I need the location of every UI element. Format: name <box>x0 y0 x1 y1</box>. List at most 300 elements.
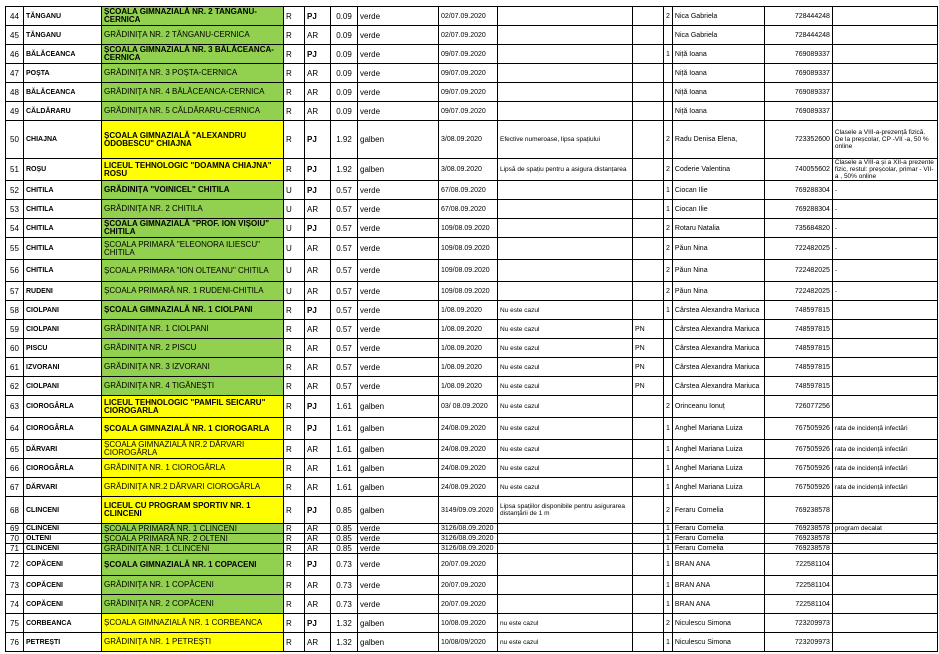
cell-type: PJ <box>305 497 331 524</box>
cell-date: 10/08.09.2020 <box>439 614 498 633</box>
cell-note <box>832 614 937 633</box>
cell-rate: 1.92 <box>331 159 358 181</box>
cell-count: 1 <box>664 524 673 534</box>
cell-pn <box>633 181 664 200</box>
cell-note <box>832 102 937 121</box>
cell-scenario: verde <box>358 524 439 534</box>
cell-date: 24/08.09.2020 <box>439 418 498 440</box>
cell-locality: COPĂCENI <box>24 576 102 595</box>
cell-school: LICEUL TEHNOLOGIC "DOAMNA CHIAJNA" ROSU <box>102 159 284 181</box>
cell-pn <box>633 238 664 260</box>
cell-pn: PN <box>633 339 664 358</box>
table-row <box>6 282 938 301</box>
cell-type: AR <box>305 339 331 358</box>
cell-school: ȘCOALA GIMNAZIALĂ "ALEXANDRU ODOBESCU" CHIAJNA <box>102 121 284 159</box>
cell-school: ȘCOALA PRIMARĂ NR. 1 CLINCENI <box>102 524 284 534</box>
cell-type: AR <box>305 26 331 45</box>
cell-nr: 73 <box>6 576 24 595</box>
table-row <box>6 614 938 633</box>
cell-area: U <box>284 260 305 282</box>
table-row <box>6 497 938 524</box>
cell-date: 09/07.09.2020 <box>439 83 498 102</box>
cell-nr: 63 <box>6 396 24 418</box>
cell-note <box>832 534 937 544</box>
table-row <box>6 200 938 219</box>
cell-phone: 722581104 <box>764 595 832 614</box>
cell-director: Niță Ioana <box>672 83 764 102</box>
cell-type: PJ <box>305 181 331 200</box>
cell-phone: 748597815 <box>764 358 832 377</box>
cell-pn: PN <box>633 358 664 377</box>
cell-scenario: galben <box>358 459 439 478</box>
cell-pn <box>633 478 664 497</box>
cell-type: PJ <box>305 219 331 238</box>
cell-type: AR <box>305 524 331 534</box>
table-row <box>6 159 938 181</box>
cell-pn <box>633 260 664 282</box>
cell-scenario: verde <box>358 219 439 238</box>
cell-type: AR <box>305 377 331 396</box>
cell-rate: 1.61 <box>331 396 358 418</box>
cell-observations <box>498 7 633 26</box>
cell-date: 20/07.09.2020 <box>439 554 498 576</box>
cell-date: 1/08.09.2020 <box>439 339 498 358</box>
cell-pn <box>633 64 664 83</box>
cell-scenario: galben <box>358 614 439 633</box>
cell-director: Anghel Mariana Luiza <box>672 440 764 459</box>
cell-scenario: galben <box>358 159 439 181</box>
cell-date: 67/08.09.2020 <box>439 200 498 219</box>
cell-pn <box>633 497 664 524</box>
cell-phone: 722482025 <box>764 238 832 260</box>
cell-director: Nica Gabriela <box>672 7 764 26</box>
cell-observations <box>498 260 633 282</box>
cell-observations <box>498 64 633 83</box>
cell-school: GRĂDINIȚA NR. 1 CIOLPANI <box>102 320 284 339</box>
cell-phone: 728444248 <box>764 7 832 26</box>
cell-locality: CIOLPANI <box>24 320 102 339</box>
cell-phone: 767505926 <box>764 440 832 459</box>
cell-area: U <box>284 200 305 219</box>
cell-observations: Nu este cazul <box>498 320 633 339</box>
cell-note <box>832 358 937 377</box>
cell-scenario: verde <box>358 181 439 200</box>
cell-type: PJ <box>305 45 331 64</box>
cell-observations <box>498 181 633 200</box>
cell-locality: OLTENI <box>24 534 102 544</box>
cell-area: R <box>284 544 305 554</box>
cell-nr: 48 <box>6 83 24 102</box>
cell-school: GRĂDINIȚA NR. 3 POȘTA-CERNICA <box>102 64 284 83</box>
cell-school: ȘCOALA GIMNAZIALĂ NR. 3 BĂLĂCEANCA-CERNICA <box>102 45 284 64</box>
cell-school: ȘCOALA PRIMARĂ NR. 2 OLTENI <box>102 534 284 544</box>
cell-count: 1 <box>664 45 673 64</box>
cell-scenario: galben <box>358 396 439 418</box>
cell-area: R <box>284 102 305 121</box>
cell-scenario: verde <box>358 358 439 377</box>
cell-count <box>664 102 673 121</box>
cell-phone: 722482025 <box>764 282 832 301</box>
cell-locality: CHITILA <box>24 200 102 219</box>
cell-count: 1 <box>664 554 673 576</box>
cell-count: 1 <box>664 418 673 440</box>
cell-area: R <box>284 358 305 377</box>
cell-scenario: verde <box>358 102 439 121</box>
cell-locality: PISCU <box>24 339 102 358</box>
cell-rate: 0.57 <box>331 358 358 377</box>
cell-date: 3126/08.09.2020 <box>439 544 498 554</box>
cell-nr: 61 <box>6 358 24 377</box>
cell-school: GRĂDINIȚA "VOINICEL" CHITILA <box>102 181 284 200</box>
table-body <box>6 7 938 652</box>
cell-scenario: verde <box>358 238 439 260</box>
cell-area: R <box>284 45 305 64</box>
cell-rate: 0.09 <box>331 83 358 102</box>
cell-director: Nica Gabriela <box>672 26 764 45</box>
cell-nr: 59 <box>6 320 24 339</box>
schools-table <box>5 6 938 652</box>
cell-phone: 722581104 <box>764 576 832 595</box>
cell-director: BRAN ANA <box>672 576 764 595</box>
cell-pn <box>633 282 664 301</box>
cell-note <box>832 576 937 595</box>
cell-locality: CLINCENI <box>24 497 102 524</box>
cell-date: 20/07.09.2020 <box>439 595 498 614</box>
table-row <box>6 633 938 652</box>
cell-area: U <box>284 238 305 260</box>
cell-scenario: verde <box>358 377 439 396</box>
table-row <box>6 576 938 595</box>
cell-phone: 723352600 <box>764 121 832 159</box>
cell-observations: Nu este cazul <box>498 396 633 418</box>
cell-area: R <box>284 418 305 440</box>
cell-rate: 0.85 <box>331 497 358 524</box>
cell-phone: 767505926 <box>764 478 832 497</box>
cell-note <box>832 554 937 576</box>
cell-count: 2 <box>664 497 673 524</box>
cell-area: R <box>284 614 305 633</box>
cell-note <box>832 301 937 320</box>
cell-phone: 769238578 <box>764 544 832 554</box>
cell-note: rata de incidență infectări <box>832 418 937 440</box>
cell-scenario: verde <box>358 7 439 26</box>
cell-pn <box>633 614 664 633</box>
cell-scenario: verde <box>358 200 439 219</box>
cell-area: R <box>284 121 305 159</box>
cell-scenario: galben <box>358 418 439 440</box>
cell-nr: 65 <box>6 440 24 459</box>
cell-pn <box>633 200 664 219</box>
cell-director: Anghel Mariana Luiza <box>672 478 764 497</box>
cell-date: 09/07.09.2020 <box>439 64 498 83</box>
cell-locality: CIOLPANI <box>24 377 102 396</box>
cell-school: ȘCOALA GIMNAZIALĂ NR. 1 CIOROGARLA <box>102 418 284 440</box>
cell-observations <box>498 200 633 219</box>
cell-count <box>664 339 673 358</box>
cell-rate: 0.57 <box>331 238 358 260</box>
cell-count: 1 <box>664 544 673 554</box>
cell-director: Niță Ioana <box>672 64 764 83</box>
cell-area: U <box>284 219 305 238</box>
cell-scenario: verde <box>358 576 439 595</box>
cell-director: Păun Nina <box>672 238 764 260</box>
cell-type: PJ <box>305 301 331 320</box>
cell-observations <box>498 282 633 301</box>
cell-locality: CHIAJNA <box>24 121 102 159</box>
cell-note <box>832 595 937 614</box>
cell-phone: 769288304 <box>764 181 832 200</box>
cell-school: ȘCOALA GIMNAZIALĂ NR.2 DĂRVARI CIOROGÂRLA <box>102 440 284 459</box>
cell-locality: RUDENI <box>24 282 102 301</box>
cell-director: Niță Ioana <box>672 102 764 121</box>
cell-phone: 769089337 <box>764 83 832 102</box>
cell-school: GRĂDINIȚA NR.2 DĂRVARI CIOROGÂRLA <box>102 478 284 497</box>
cell-nr: 70 <box>6 534 24 544</box>
cell-school: GRĂDINIȚA NR. 5 CĂLDĂRARU-CERNICA <box>102 102 284 121</box>
cell-scenario: verde <box>358 339 439 358</box>
cell-type: AR <box>305 238 331 260</box>
cell-observations <box>498 595 633 614</box>
cell-note <box>832 26 937 45</box>
cell-type: AR <box>305 576 331 595</box>
cell-director: BRAN ANA <box>672 595 764 614</box>
cell-pn <box>633 544 664 554</box>
cell-type: PJ <box>305 159 331 181</box>
cell-nr: 71 <box>6 544 24 554</box>
cell-area: R <box>284 440 305 459</box>
table-row <box>6 554 938 576</box>
cell-type: AR <box>305 595 331 614</box>
cell-type: AR <box>305 534 331 544</box>
cell-note <box>832 64 937 83</box>
cell-scenario: verde <box>358 45 439 64</box>
cell-date: 09/07.09.2020 <box>439 45 498 64</box>
cell-area: R <box>284 497 305 524</box>
cell-nr: 68 <box>6 497 24 524</box>
cell-phone: 735684820 <box>764 219 832 238</box>
cell-nr: 49 <box>6 102 24 121</box>
cell-school: ȘCOALA PRIMARĂ "ELEONORA ILIESCU" CHITILA <box>102 238 284 260</box>
cell-director: Feraru Cornelia <box>672 544 764 554</box>
cell-type: AR <box>305 544 331 554</box>
cell-observations <box>498 83 633 102</box>
cell-note: rata de incidență infectări <box>832 459 937 478</box>
table-row <box>6 181 938 200</box>
table-row <box>6 7 938 26</box>
cell-date: 3149/09.09.2020 <box>439 497 498 524</box>
cell-type: AR <box>305 260 331 282</box>
table-row <box>6 396 938 418</box>
cell-observations: Nu este cazul <box>498 459 633 478</box>
cell-rate: 0.09 <box>331 7 358 26</box>
cell-area: U <box>284 282 305 301</box>
cell-director: Anghel Mariana Luiza <box>672 418 764 440</box>
cell-count <box>664 64 673 83</box>
cell-note: rata de incidență infectări <box>832 478 937 497</box>
cell-observations: Lipsă de spațiu pentru a asigura distanțarea <box>498 159 633 181</box>
cell-date: 109/08.09.2020 <box>439 219 498 238</box>
cell-count <box>664 377 673 396</box>
table-row <box>6 524 938 534</box>
cell-note: Clasele a VIII-a-prezență fizică. De la preșcolar, CP -VII -a, 50 % online <box>832 121 937 159</box>
cell-pn <box>633 418 664 440</box>
cell-nr: 54 <box>6 219 24 238</box>
cell-scenario: galben <box>358 497 439 524</box>
cell-type: PJ <box>305 418 331 440</box>
table-row <box>6 440 938 459</box>
cell-note: rata de incidență infectări <box>832 440 937 459</box>
table-row <box>6 301 938 320</box>
cell-count: 2 <box>664 260 673 282</box>
table-row <box>6 358 938 377</box>
cell-locality: CLINCENI <box>24 524 102 534</box>
cell-observations <box>498 45 633 64</box>
cell-school: GRĂDINIȚA NR. 4 TIGĂNEȘTI <box>102 377 284 396</box>
cell-school: ȘCOALA GIMNAZIALĂ "PROF. ION VIȘOIU" CHITILA <box>102 219 284 238</box>
cell-phone: 769238578 <box>764 497 832 524</box>
cell-rate: 1.61 <box>331 418 358 440</box>
cell-rate: 0.85 <box>331 544 358 554</box>
cell-rate: 0.57 <box>331 301 358 320</box>
cell-scenario: verde <box>358 64 439 83</box>
cell-date: 67/08.09.2020 <box>439 181 498 200</box>
cell-locality: TĂNGANU <box>24 26 102 45</box>
cell-school: GRĂDINIȚA NR. 2 CHITILA <box>102 200 284 219</box>
cell-note: - <box>832 238 937 260</box>
cell-pn <box>633 554 664 576</box>
cell-director: Cârstea Alexandra Mariuca <box>672 320 764 339</box>
cell-date: 24/08.09.2020 <box>439 459 498 478</box>
cell-date: 1/08.09.2020 <box>439 320 498 339</box>
cell-nr: 69 <box>6 524 24 534</box>
cell-pn <box>633 595 664 614</box>
cell-type: AR <box>305 282 331 301</box>
cell-locality: CIOROGÂRLA <box>24 418 102 440</box>
cell-director: Niculescu Simona <box>672 614 764 633</box>
cell-note: - <box>832 282 937 301</box>
cell-type: PJ <box>305 614 331 633</box>
cell-school: GRĂDINIȚA NR. 2 TĂNGANU-CERNICA <box>102 26 284 45</box>
cell-director: Niculescu Simona <box>672 633 764 652</box>
cell-phone: 769089337 <box>764 102 832 121</box>
cell-phone: 767505926 <box>764 459 832 478</box>
cell-rate: 0.73 <box>331 576 358 595</box>
cell-observations <box>498 534 633 544</box>
cell-observations <box>498 524 633 534</box>
cell-nr: 66 <box>6 459 24 478</box>
cell-area: R <box>284 396 305 418</box>
cell-date: 02/07.09.2020 <box>439 26 498 45</box>
cell-locality: COPĂCENI <box>24 595 102 614</box>
cell-scenario: verde <box>358 595 439 614</box>
cell-rate: 1.61 <box>331 440 358 459</box>
cell-date: 1/08.09.2020 <box>439 301 498 320</box>
cell-count: 1 <box>664 478 673 497</box>
cell-locality: CIOROGÂRLA <box>24 459 102 478</box>
cell-date: 3/08.09.2020 <box>439 121 498 159</box>
cell-pn <box>633 102 664 121</box>
cell-observations: Nu este cazul <box>498 418 633 440</box>
cell-scenario: galben <box>358 440 439 459</box>
cell-date: 24/08.09.2020 <box>439 478 498 497</box>
cell-observations: Nu este cazul <box>498 339 633 358</box>
cell-scenario: verde <box>358 301 439 320</box>
cell-date: 24/08.09.2020 <box>439 440 498 459</box>
cell-locality: PETREȘTI <box>24 633 102 652</box>
cell-scenario: galben <box>358 478 439 497</box>
cell-observations: Nu este cazul <box>498 358 633 377</box>
cell-school: LICEUL TEHNOLOGIC "PAMFIL SEICARU" CIOROGARLA <box>102 396 284 418</box>
cell-type: AR <box>305 478 331 497</box>
cell-nr: 47 <box>6 64 24 83</box>
cell-school: GRĂDINIȚA NR. 2 PISCU <box>102 339 284 358</box>
cell-area: R <box>284 320 305 339</box>
cell-pn <box>633 159 664 181</box>
cell-phone: 723209973 <box>764 614 832 633</box>
cell-date: 20/07.09.2020 <box>439 576 498 595</box>
cell-date: 3126/08.09.2020 <box>439 524 498 534</box>
cell-nr: 53 <box>6 200 24 219</box>
cell-type: AR <box>305 64 331 83</box>
cell-type: AR <box>305 83 331 102</box>
cell-area: R <box>284 524 305 534</box>
cell-area: R <box>284 554 305 576</box>
cell-count: 2 <box>664 7 673 26</box>
table-row <box>6 260 938 282</box>
cell-observations: Nu este cazul <box>498 478 633 497</box>
table-row <box>6 121 938 159</box>
cell-nr: 75 <box>6 614 24 633</box>
cell-rate: 0.57 <box>331 339 358 358</box>
cell-area: R <box>284 339 305 358</box>
cell-locality: CHITILA <box>24 260 102 282</box>
cell-locality: CIOROGÂRLA <box>24 396 102 418</box>
cell-date: 3/08.09.2020 <box>439 159 498 181</box>
cell-school: ȘCOALA PRIMARĂ NR. 1 RUDENI-CHITILA <box>102 282 284 301</box>
cell-locality: POȘTA <box>24 64 102 83</box>
cell-scenario: verde <box>358 554 439 576</box>
cell-nr: 57 <box>6 282 24 301</box>
cell-type: AR <box>305 633 331 652</box>
cell-director: Feraru Cornelia <box>672 497 764 524</box>
table-row <box>6 45 938 64</box>
cell-director: Rotaru Natalia <box>672 219 764 238</box>
cell-observations <box>498 102 633 121</box>
cell-nr: 44 <box>6 7 24 26</box>
cell-locality: CIOLPANI <box>24 301 102 320</box>
cell-director: Ciocan Ilie <box>672 181 764 200</box>
cell-director: Cârstea Alexandra Mariuca <box>672 301 764 320</box>
cell-school: GRĂDINIȚA NR. 3 IZVORANI <box>102 358 284 377</box>
cell-type: AR <box>305 200 331 219</box>
cell-phone: 740055602 <box>764 159 832 181</box>
cell-count: 2 <box>664 282 673 301</box>
cell-observations: nu este cazul <box>498 633 633 652</box>
cell-rate: 0.57 <box>331 260 358 282</box>
cell-director: Radu Denisa Elena, <box>672 121 764 159</box>
cell-count: 2 <box>664 396 673 418</box>
cell-pn <box>633 219 664 238</box>
cell-pn <box>633 26 664 45</box>
table-row <box>6 83 938 102</box>
cell-pn <box>633 83 664 102</box>
cell-note <box>832 544 937 554</box>
cell-rate: 0.57 <box>331 377 358 396</box>
cell-observations <box>498 238 633 260</box>
cell-date: 109/08.09.2020 <box>439 282 498 301</box>
cell-phone: 769238578 <box>764 524 832 534</box>
cell-phone: 722581104 <box>764 554 832 576</box>
